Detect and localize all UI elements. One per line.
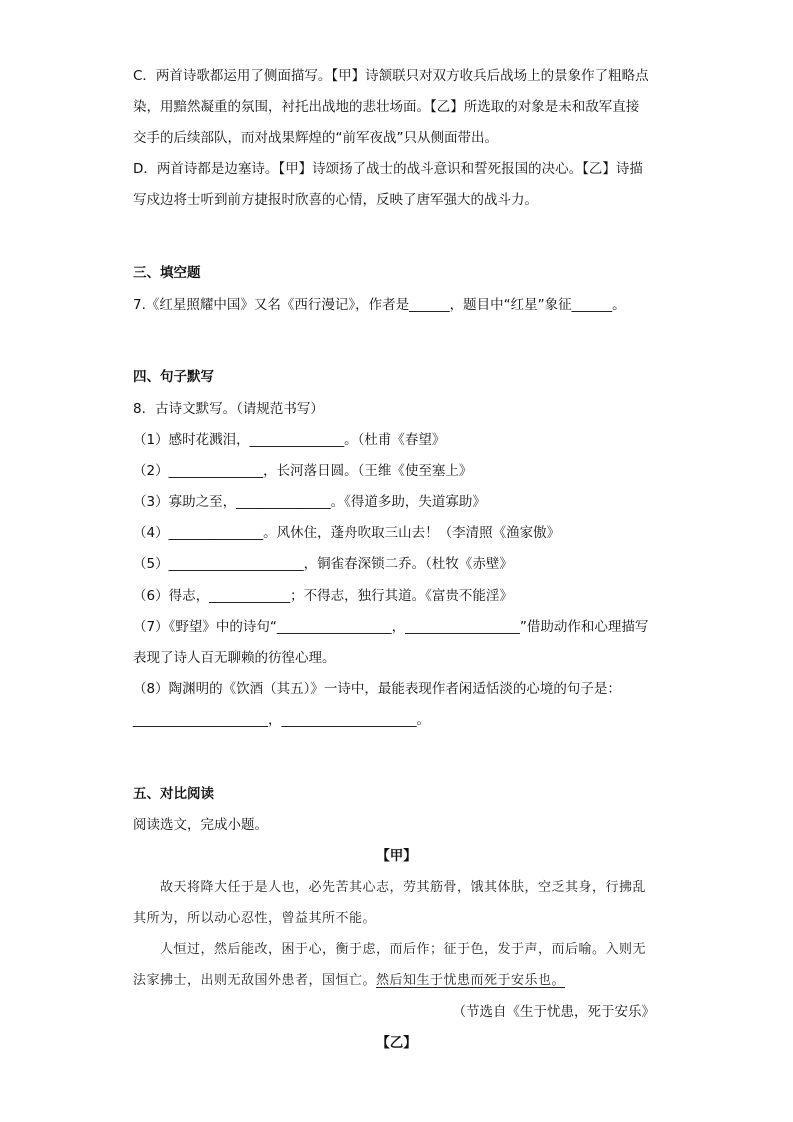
recitation-item-5: （5）____________________，铜雀春深锁二乔。（杜牧《赤壁》 bbox=[133, 556, 513, 572]
option-c-line-3: 交手的后续部队，而对战果辉煌的“前军夜战”只从侧面带出。 bbox=[133, 130, 498, 146]
recitation-item-7-cont: 表现了诗人百无聊赖的彷徨心理。 bbox=[133, 650, 336, 666]
question-8: 8．古诗文默写。（请规范书写） bbox=[133, 401, 324, 417]
question-7: 7.《红星照耀中国》又名《西行漫记》，作者是______，题目中“红星”象征______。 bbox=[133, 297, 626, 313]
passage-line-1: 故天将降大任于是人也，必先苦其心志，劳其筋骨，饿其体肤，空乏其身，行拂乱 bbox=[160, 880, 647, 895]
passage-underlined-sentence: 然后知生于忧患而死于安乐也。 bbox=[376, 973, 566, 988]
recitation-item-2: （2）______________，长河落日圆。（王维《使至塞上》 bbox=[133, 463, 473, 479]
option-c-line-2: 染，用黯然凝重的氛围，衬托出战地的悲壮场面。【乙】所选取的对象是未和敌军直接 bbox=[133, 99, 640, 115]
recitation-item-3: （3）寡助之至，______________。《得道多助，失道寡助》 bbox=[133, 494, 486, 510]
section-3-heading: 三、填空题 bbox=[133, 265, 201, 281]
reading-instruction: 阅读选文，完成小题。 bbox=[133, 817, 268, 833]
passage-jia-label: 【甲】 bbox=[376, 848, 417, 864]
passage-source: （节选自《生于忧患，死于安乐》 bbox=[452, 1004, 655, 1020]
passage-line-4 bbox=[133, 971, 565, 991]
recitation-item-1: （1）感时花溅泪，______________。（杜甫《春望》 bbox=[133, 432, 446, 448]
recitation-item-8-blanks: ____________________，____________________。 bbox=[133, 712, 430, 728]
recitation-item-8: （8）陶渊明的《饮酒（其五）》一诗中，最能表现作者闲适恬淡的心境的句子是： bbox=[133, 681, 621, 697]
passage-line-3: 人恒过，然后能改，困于心，衡于虑，而后作；征于色，发于声，而后喻。入则无 bbox=[160, 942, 647, 957]
section-4-heading: 四、句子默写 bbox=[133, 369, 214, 385]
option-c-line-1: C．两首诗歌都运用了侧面描写。【甲】诗颔联只对双方收兵后战场上的景象作了粗略点 bbox=[133, 68, 649, 84]
option-d-line-1: D．两首诗都是边塞诗。【甲】诗颂扬了战士的战斗意识和誓死报国的决心。【乙】诗描 bbox=[133, 161, 643, 177]
passage-line-2: 其所为，所以动心忍性，曾益其所不能。 bbox=[133, 911, 377, 926]
recitation-item-7: （7）《野望》中的诗句“_________________，_________________”借助动作和心理描写 bbox=[133, 619, 649, 635]
option-d-line-2: 写戍边将士听到前方捷报时欣喜的心情，反映了唐军强大的战斗力。 bbox=[133, 192, 538, 208]
section-5-heading: 五、对比阅读 bbox=[133, 786, 214, 802]
passage-line-4-plain: 法家拂士，出则无敌国外患者，国恒亡。 bbox=[133, 973, 377, 988]
passage-yi-label: 【乙】 bbox=[376, 1035, 417, 1051]
recitation-item-6: （6）得志，____________；不得志，独行其道。《富贵不能淫》 bbox=[133, 588, 513, 604]
recitation-item-4: （4）______________。风休住，蓬舟吹取三山去！（李清照《渔家傲》 bbox=[133, 525, 561, 541]
